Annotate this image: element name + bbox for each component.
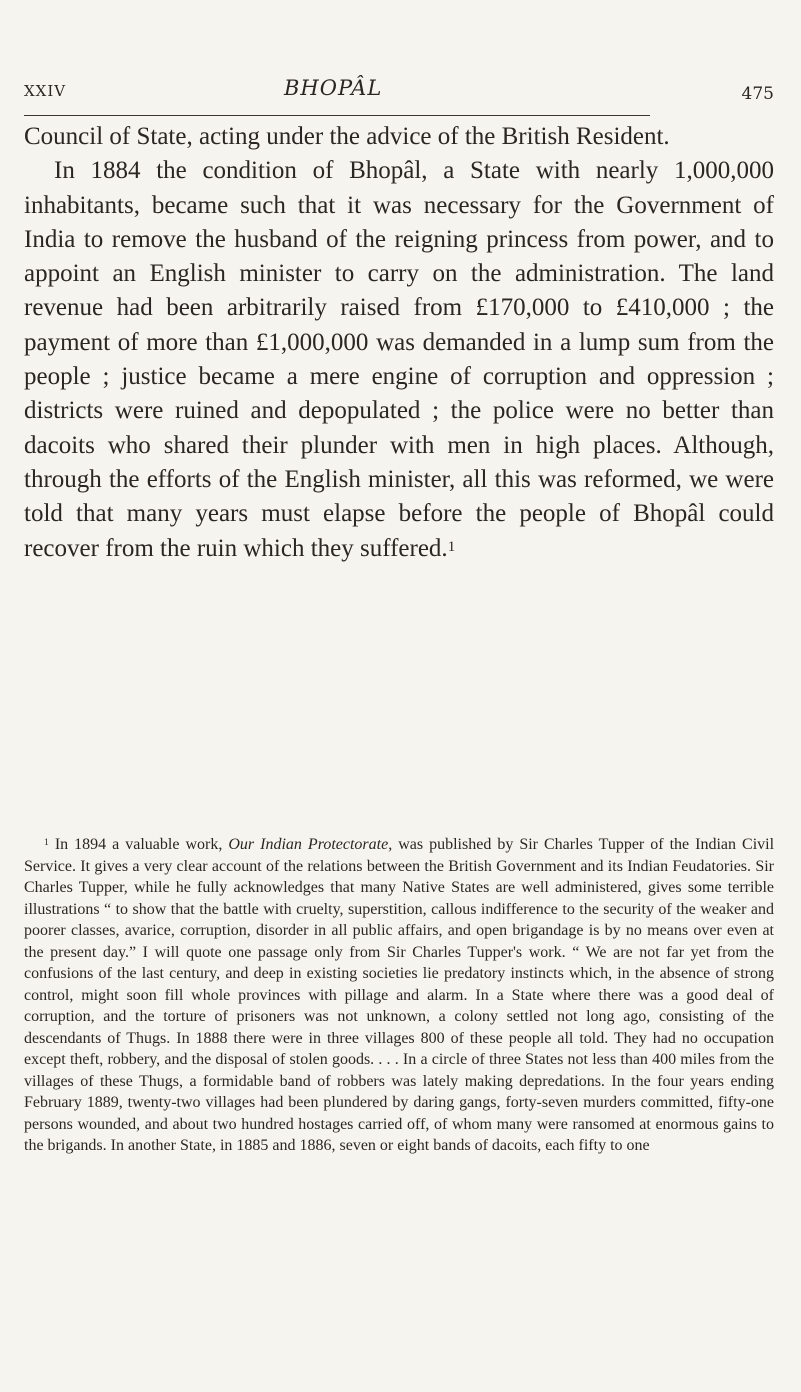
footnote-book-title: Our Indian Protectorate, — [228, 836, 393, 853]
continuation-paragraph: Council of State, acting under the advice of the British Resident. — [24, 123, 670, 150]
footnote-text-start: In 1894 a valuable work, — [54, 836, 223, 853]
running-title: BHOPÂL — [284, 76, 383, 100]
footnote-marker: 1 — [44, 837, 49, 848]
page-number: 475 — [741, 84, 774, 104]
body-paragraph — [24, 154, 774, 566]
footnote-text-rest: was published by Sir Charles Tupper of the Indian Civil Service. It gives a very clear account of the relations between the British Government and its Indian Feudatories. Sir Charles Tupper, while he fully acknowledges that many Native States are well administered, gives some terrible illustrations “ to show that the battle with cruelty, superstition, callous indifference to the security of the weaker and poorer classes, avarice, corruption, disorder in all public affairs, and open brigandage is by no means over even at the present day.” I will quote one passage only from Sir Charles Tupper's work. “ We are not far yet from the confusions of the last century, and deep in existing societies lie predatory instincts which, in the absence of strong control, might soon fill whole provinces with pillage and alarm. In a State where there was a good deal of corruption, and the torture of prisoners was not unknown, a colony settled not long ago, consisting of the descendants of Thugs. In 1888 there were in three villages 800 of these people all told. They had no occupation except theft, robbery, and the disposal of stolen goods. . . . In a circle of three States not less than 400 miles from the villages of these Thugs, a formidable band of robbers was lately making depredations. In the four years ending February 1889, twenty-two villages had been plundered by daring gangs, forty-seven murders committed, fifty-one persons wounded, and about two hundred hostages carried off, of whom many were ransomed at enormous gains to the brigands. In another State, in 1885 and 1886, seven or eight bands of dacoits, each fifty to one — [24, 836, 775, 1154]
footnote — [24, 834, 774, 1157]
footnote-reference: 1 — [447, 538, 456, 555]
running-header — [24, 70, 774, 110]
body-paragraph-text: In 1884 the condition of Bhopâl, a State with nearly 1,000,000 inhabitants, became such that it was necessary for the Government of India to remove the husband of the reigning princess from power, and to appoint an English minister to carry on the administration. The land revenue had been arbitrarily raised from £170,000 to £410,000 ; the payment of more than £1,000,000 was demanded in a lump sum from the people ; justice became a mere engine of corruption and oppression ; districts were ruined and depopulated ; the police were no better than dacoits who shared their plunder with men in high places. Although, through the efforts of the English minister, all this was reformed, we were told that many years must elapse before the people of Bhopâl could recover from the ruin which they suffered. — [24, 157, 774, 562]
header-rule — [24, 115, 650, 116]
main-text — [24, 120, 774, 566]
chapter-number: XXIV — [24, 82, 67, 100]
